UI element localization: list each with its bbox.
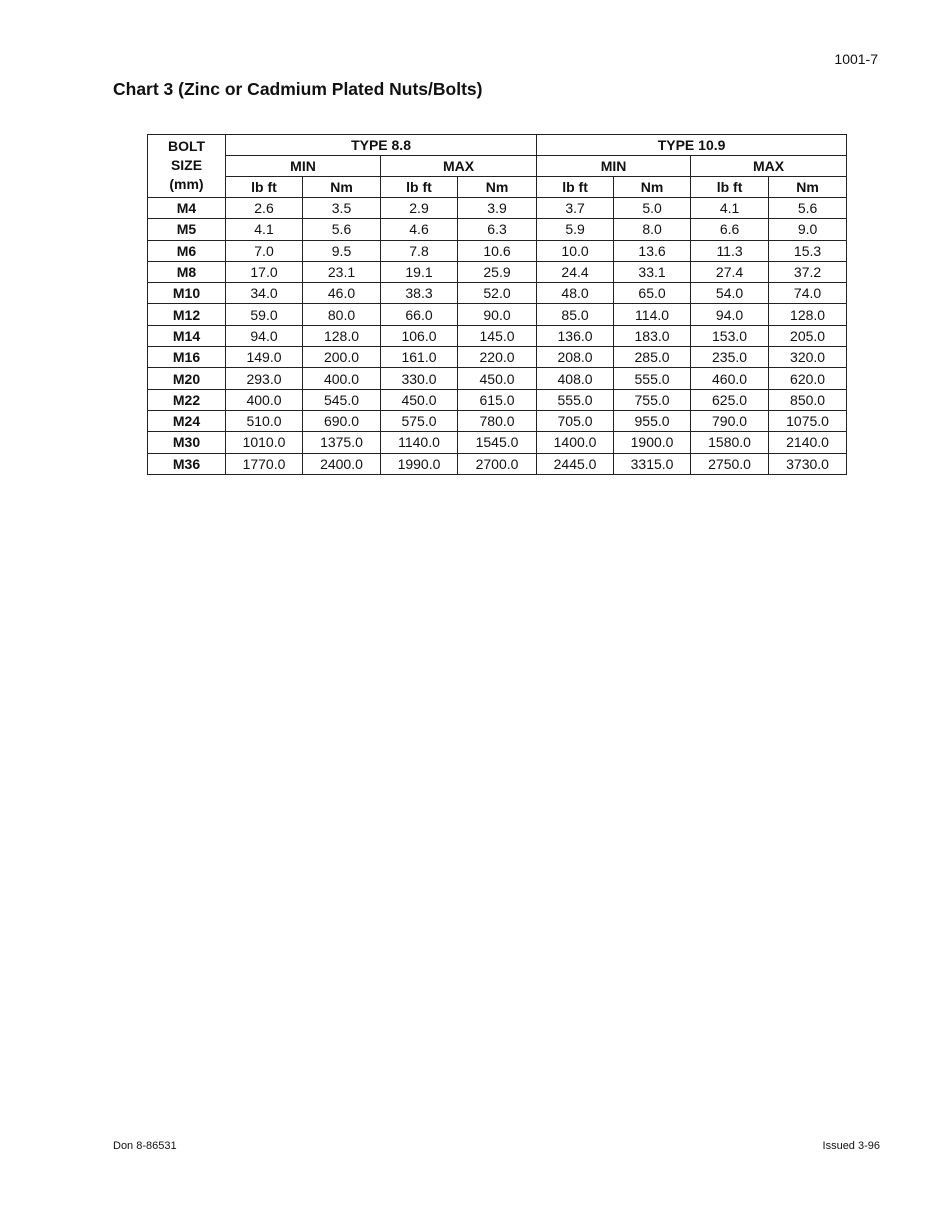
torque-cell: 7.8: [381, 240, 458, 261]
range-header: MIN: [226, 156, 381, 177]
torque-cell: 2700.0: [458, 453, 537, 474]
torque-cell: 5.0: [614, 198, 691, 219]
torque-cell: 450.0: [381, 389, 458, 410]
torque-cell: 161.0: [381, 347, 458, 368]
torque-cell: 128.0: [303, 325, 381, 346]
bolt-size-cell: M36: [148, 453, 226, 474]
torque-cell: 575.0: [381, 410, 458, 431]
torque-cell: 128.0: [769, 304, 847, 325]
torque-cell: 408.0: [537, 368, 614, 389]
torque-cell: 52.0: [458, 283, 537, 304]
chart-title: Chart 3 (Zinc or Cadmium Plated Nuts/Bolts): [113, 79, 483, 99]
torque-cell: 200.0: [303, 347, 381, 368]
torque-cell: 755.0: [614, 389, 691, 410]
table-row: [148, 198, 847, 219]
torque-cell: 6.6: [691, 219, 769, 240]
torque-table: [147, 134, 847, 475]
torque-cell: 11.3: [691, 240, 769, 261]
torque-cell: 17.0: [226, 261, 303, 282]
header-line: BOLT: [167, 138, 206, 154]
bolt-size-cell: M8: [148, 261, 226, 282]
torque-cell: 2.6: [226, 198, 303, 219]
range-header: MAX: [691, 156, 847, 177]
torque-cell: 9.5: [303, 240, 381, 261]
type-header: TYPE 8.8: [226, 135, 537, 156]
bolt-size-header: [148, 135, 226, 198]
torque-cell: 1545.0: [458, 432, 537, 453]
bolt-size-cell: M14: [148, 325, 226, 346]
torque-cell: 2140.0: [769, 432, 847, 453]
table-row: [148, 283, 847, 304]
torque-cell: 705.0: [537, 410, 614, 431]
document-number: Don 8-86531: [113, 1140, 177, 1152]
bolt-size-cell: M16: [148, 347, 226, 368]
unit-header: Nm: [614, 177, 691, 198]
torque-cell: 5.6: [769, 198, 847, 219]
torque-cell: 27.4: [691, 261, 769, 282]
torque-cell: 33.1: [614, 261, 691, 282]
table-row: [148, 432, 847, 453]
bolt-size-cell: M30: [148, 432, 226, 453]
torque-cell: 450.0: [458, 368, 537, 389]
unit-header: lb ft: [226, 177, 303, 198]
torque-cell: 23.1: [303, 261, 381, 282]
header-line: SIZE: [170, 157, 203, 173]
torque-cell: 955.0: [614, 410, 691, 431]
torque-cell: 400.0: [226, 389, 303, 410]
torque-cell: 555.0: [614, 368, 691, 389]
torque-cell: 5.9: [537, 219, 614, 240]
torque-cell: 65.0: [614, 283, 691, 304]
torque-cell: 2.9: [381, 198, 458, 219]
torque-cell: 90.0: [458, 304, 537, 325]
torque-cell: 7.0: [226, 240, 303, 261]
torque-cell: 59.0: [226, 304, 303, 325]
bolt-size-cell: M20: [148, 368, 226, 389]
torque-cell: 80.0: [303, 304, 381, 325]
torque-cell: 3.9: [458, 198, 537, 219]
torque-cell: 46.0: [303, 283, 381, 304]
torque-cell: 510.0: [226, 410, 303, 431]
torque-cell: 10.6: [458, 240, 537, 261]
table-row: [148, 304, 847, 325]
torque-cell: 1400.0: [537, 432, 614, 453]
range-header: MAX: [381, 156, 537, 177]
torque-cell: 3315.0: [614, 453, 691, 474]
torque-cell: 790.0: [691, 410, 769, 431]
torque-cell: 25.9: [458, 261, 537, 282]
torque-cell: 94.0: [226, 325, 303, 346]
torque-cell: 850.0: [769, 389, 847, 410]
torque-cell: 2400.0: [303, 453, 381, 474]
torque-cell: 6.3: [458, 219, 537, 240]
torque-cell: 34.0: [226, 283, 303, 304]
torque-cell: 620.0: [769, 368, 847, 389]
torque-cell: 1990.0: [381, 453, 458, 474]
torque-cell: 183.0: [614, 325, 691, 346]
torque-cell: 780.0: [458, 410, 537, 431]
table-row: [148, 389, 847, 410]
torque-cell: 615.0: [458, 389, 537, 410]
torque-cell: 400.0: [303, 368, 381, 389]
torque-cell: 15.3: [769, 240, 847, 261]
torque-cell: 114.0: [614, 304, 691, 325]
bolt-size-cell: M24: [148, 410, 226, 431]
table-row: [148, 347, 847, 368]
unit-header: Nm: [458, 177, 537, 198]
torque-cell: 94.0: [691, 304, 769, 325]
torque-cell: 149.0: [226, 347, 303, 368]
torque-cell: 555.0: [537, 389, 614, 410]
torque-cell: 208.0: [537, 347, 614, 368]
bolt-size-cell: M4: [148, 198, 226, 219]
torque-cell: 330.0: [381, 368, 458, 389]
torque-cell: 320.0: [769, 347, 847, 368]
table-row: [148, 219, 847, 240]
bolt-size-cell: M10: [148, 283, 226, 304]
torque-cell: 136.0: [537, 325, 614, 346]
torque-cell: 37.2: [769, 261, 847, 282]
unit-header: lb ft: [691, 177, 769, 198]
torque-cell: 38.3: [381, 283, 458, 304]
torque-cell: 1770.0: [226, 453, 303, 474]
torque-cell: 1140.0: [381, 432, 458, 453]
torque-cell: 145.0: [458, 325, 537, 346]
unit-header: Nm: [769, 177, 847, 198]
torque-cell: 1010.0: [226, 432, 303, 453]
torque-cell: 5.6: [303, 219, 381, 240]
table-row: [148, 410, 847, 431]
torque-cell: 66.0: [381, 304, 458, 325]
torque-cell: 4.6: [381, 219, 458, 240]
torque-cell: 2750.0: [691, 453, 769, 474]
torque-cell: 4.1: [226, 219, 303, 240]
range-header: MIN: [537, 156, 691, 177]
torque-cell: 293.0: [226, 368, 303, 389]
bolt-size-cell: M12: [148, 304, 226, 325]
table-row: [148, 368, 847, 389]
torque-cell: 54.0: [691, 283, 769, 304]
torque-cell: 10.0: [537, 240, 614, 261]
torque-cell: 545.0: [303, 389, 381, 410]
bolt-size-cell: M5: [148, 219, 226, 240]
issue-date: Issued 3-96: [822, 1140, 880, 1152]
torque-cell: 19.1: [381, 261, 458, 282]
torque-cell: 220.0: [458, 347, 537, 368]
unit-header: lb ft: [381, 177, 458, 198]
torque-cell: 8.0: [614, 219, 691, 240]
torque-cell: 1375.0: [303, 432, 381, 453]
torque-cell: 205.0: [769, 325, 847, 346]
torque-cell: 3.5: [303, 198, 381, 219]
table-row: [148, 261, 847, 282]
torque-cell: 625.0: [691, 389, 769, 410]
unit-header: lb ft: [537, 177, 614, 198]
torque-cell: 1075.0: [769, 410, 847, 431]
table-row: [148, 325, 847, 346]
torque-cell: 48.0: [537, 283, 614, 304]
torque-cell: 3730.0: [769, 453, 847, 474]
torque-cell: 4.1: [691, 198, 769, 219]
page-number: 1001-7: [834, 51, 878, 67]
type-header: TYPE 10.9: [537, 135, 847, 156]
torque-cell: 85.0: [537, 304, 614, 325]
torque-cell: 1580.0: [691, 432, 769, 453]
torque-cell: 235.0: [691, 347, 769, 368]
torque-cell: 74.0: [769, 283, 847, 304]
torque-cell: 1900.0: [614, 432, 691, 453]
torque-cell: 153.0: [691, 325, 769, 346]
torque-cell: 24.4: [537, 261, 614, 282]
bolt-size-cell: M22: [148, 389, 226, 410]
torque-cell: 3.7: [537, 198, 614, 219]
torque-cell: 106.0: [381, 325, 458, 346]
torque-cell: 13.6: [614, 240, 691, 261]
unit-header: Nm: [303, 177, 381, 198]
torque-cell: 285.0: [614, 347, 691, 368]
bolt-size-cell: M6: [148, 240, 226, 261]
torque-cell: 9.0: [769, 219, 847, 240]
table-row: [148, 453, 847, 474]
torque-cell: 460.0: [691, 368, 769, 389]
torque-cell: 690.0: [303, 410, 381, 431]
table-row: [148, 240, 847, 261]
torque-cell: 2445.0: [537, 453, 614, 474]
header-line: (mm): [169, 176, 204, 192]
